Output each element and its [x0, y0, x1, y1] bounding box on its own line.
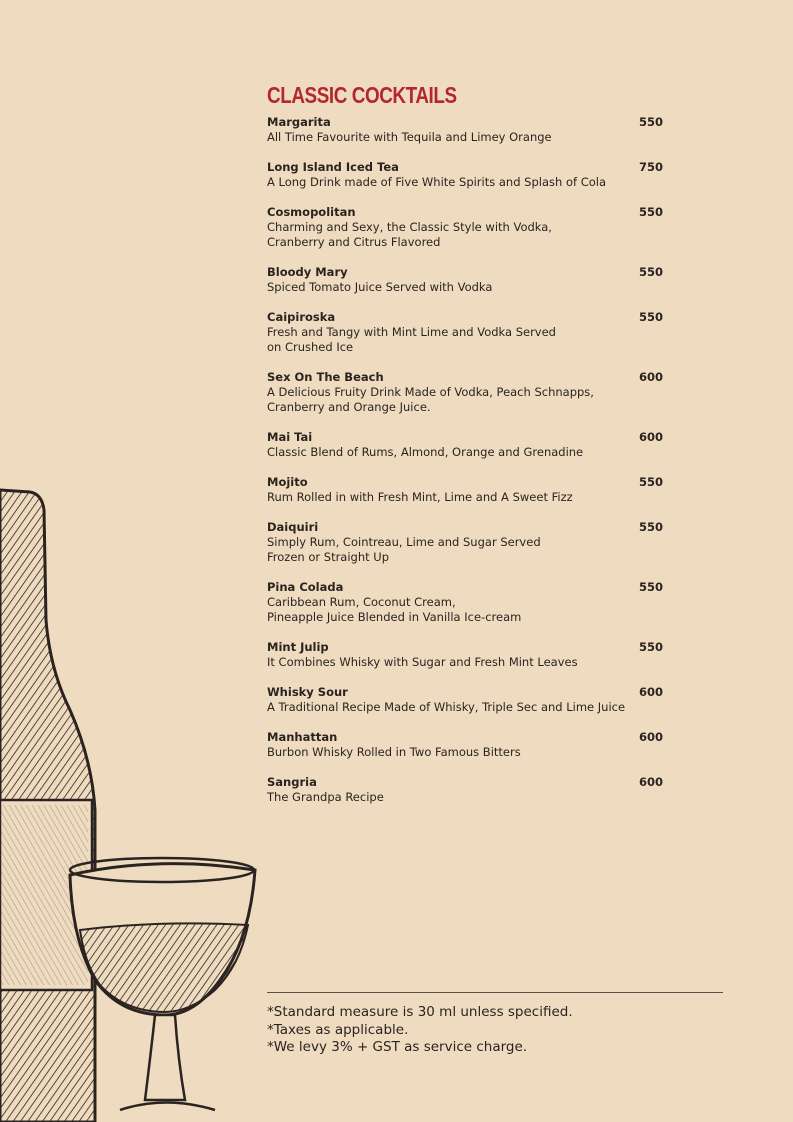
menu-item-header [267, 265, 663, 280]
note-measure: *Standard measure is 30 ml unless specified. [267, 1004, 573, 1020]
wine-bottle-and-glass-illustration [0, 470, 270, 1122]
item-description: Spiced Tomato Juice Served with Vodka [267, 280, 493, 294]
item-name: Caipiroska [267, 310, 336, 324]
item-description: Charming and Sexy, the Classic Style with Vodka, Cranberry and Citrus Flavored [267, 220, 552, 249]
item-price: 550 [638, 640, 663, 654]
item-price: 550 [638, 475, 663, 489]
menu-item-header [267, 640, 663, 655]
cocktail-menu [267, 80, 663, 820]
item-name: Bloody Mary [267, 265, 348, 279]
menu-item-header [267, 370, 663, 385]
item-name: Margarita [267, 115, 331, 129]
item-description: The Grandpa Recipe [267, 790, 384, 804]
menu-item [267, 310, 663, 355]
menu-items-list [267, 115, 663, 805]
item-price: 750 [638, 160, 663, 174]
item-price: 600 [638, 370, 663, 384]
menu-item [267, 370, 663, 415]
menu-item [267, 205, 663, 250]
menu-item-header [267, 580, 663, 595]
item-name: Cosmopolitan [267, 205, 356, 219]
item-price: 550 [638, 520, 663, 534]
item-description: A Long Drink made of Five White Spirits and Splash of Cola [267, 175, 607, 189]
item-description: A Delicious Fruity Drink Made of Vodka, Peach Schnapps, Cranberry and Orange Juice. [267, 385, 594, 414]
item-price: 550 [638, 115, 663, 129]
menu-item [267, 685, 663, 715]
menu-item [267, 580, 663, 625]
item-price: 550 [638, 205, 663, 219]
menu-item-header [267, 430, 663, 445]
item-price: 600 [638, 775, 663, 789]
menu-item [267, 430, 663, 460]
item-name: Manhattan [267, 730, 338, 744]
menu-item [267, 265, 663, 295]
divider [267, 992, 723, 993]
item-description: Fresh and Tangy with Mint Lime and Vodka Served on Crushed Ice [267, 325, 556, 354]
item-description: Caribbean Rum, Coconut Cream, Pineapple Juice Blended in Vanilla Ice-cream [267, 595, 522, 624]
menu-item-header [267, 475, 663, 490]
item-price: 550 [638, 310, 663, 324]
item-name: Mint Julip [267, 640, 329, 654]
item-description: Classic Blend of Rums, Almond, Orange and Grenadine [267, 445, 584, 459]
item-description: Burbon Whisky Rolled in Two Famous Bitters [267, 745, 521, 759]
item-description: It Combines Whisky with Sugar and Fresh Mint Leaves [267, 655, 578, 669]
item-description: All Time Favourite with Tequila and Limey Orange [267, 130, 552, 144]
note-taxes: *Taxes as applicable. [267, 1021, 409, 1038]
item-name: Sangria [267, 775, 317, 789]
item-name: Pina Colada [267, 580, 344, 594]
item-name: Long Island Iced Tea [267, 160, 399, 174]
menu-item [267, 775, 663, 805]
menu-item-header [267, 310, 663, 325]
item-name: Daiquiri [267, 520, 319, 534]
menu-item [267, 640, 663, 670]
menu-item-header [267, 205, 663, 220]
section-title: CLASSIC COCKTAILS [267, 82, 457, 108]
menu-item-header [267, 730, 663, 745]
item-price: 600 [638, 730, 663, 744]
item-name: Sex On The Beach [267, 370, 384, 384]
item-name: Mojito [267, 475, 308, 489]
item-price: 550 [638, 580, 663, 594]
menu-item [267, 475, 663, 505]
item-price: 600 [638, 430, 663, 444]
menu-item [267, 520, 663, 565]
item-name: Whisky Sour [267, 685, 348, 699]
menu-item-header [267, 775, 663, 790]
menu-item-header [267, 115, 663, 130]
menu-item [267, 115, 663, 145]
menu-item-header [267, 160, 663, 175]
footer-notes [267, 1004, 573, 1057]
item-description: A Traditional Recipe Made of Whisky, Triple Sec and Lime Juice [267, 700, 626, 714]
item-description: Simply Rum, Cointreau, Lime and Sugar Served Frozen or Straight Up [267, 535, 541, 564]
item-price: 550 [638, 265, 663, 279]
item-description: Rum Rolled in with Fresh Mint, Lime and A Sweet Fizz [267, 490, 573, 504]
menu-item-header [267, 520, 663, 535]
item-name: Mai Tai [267, 430, 313, 444]
item-price: 600 [638, 685, 663, 699]
menu-item [267, 160, 663, 190]
menu-item [267, 730, 663, 760]
note-service-charge: *We levy 3% + GST as service charge. [267, 1039, 528, 1055]
menu-item-header [267, 685, 663, 700]
